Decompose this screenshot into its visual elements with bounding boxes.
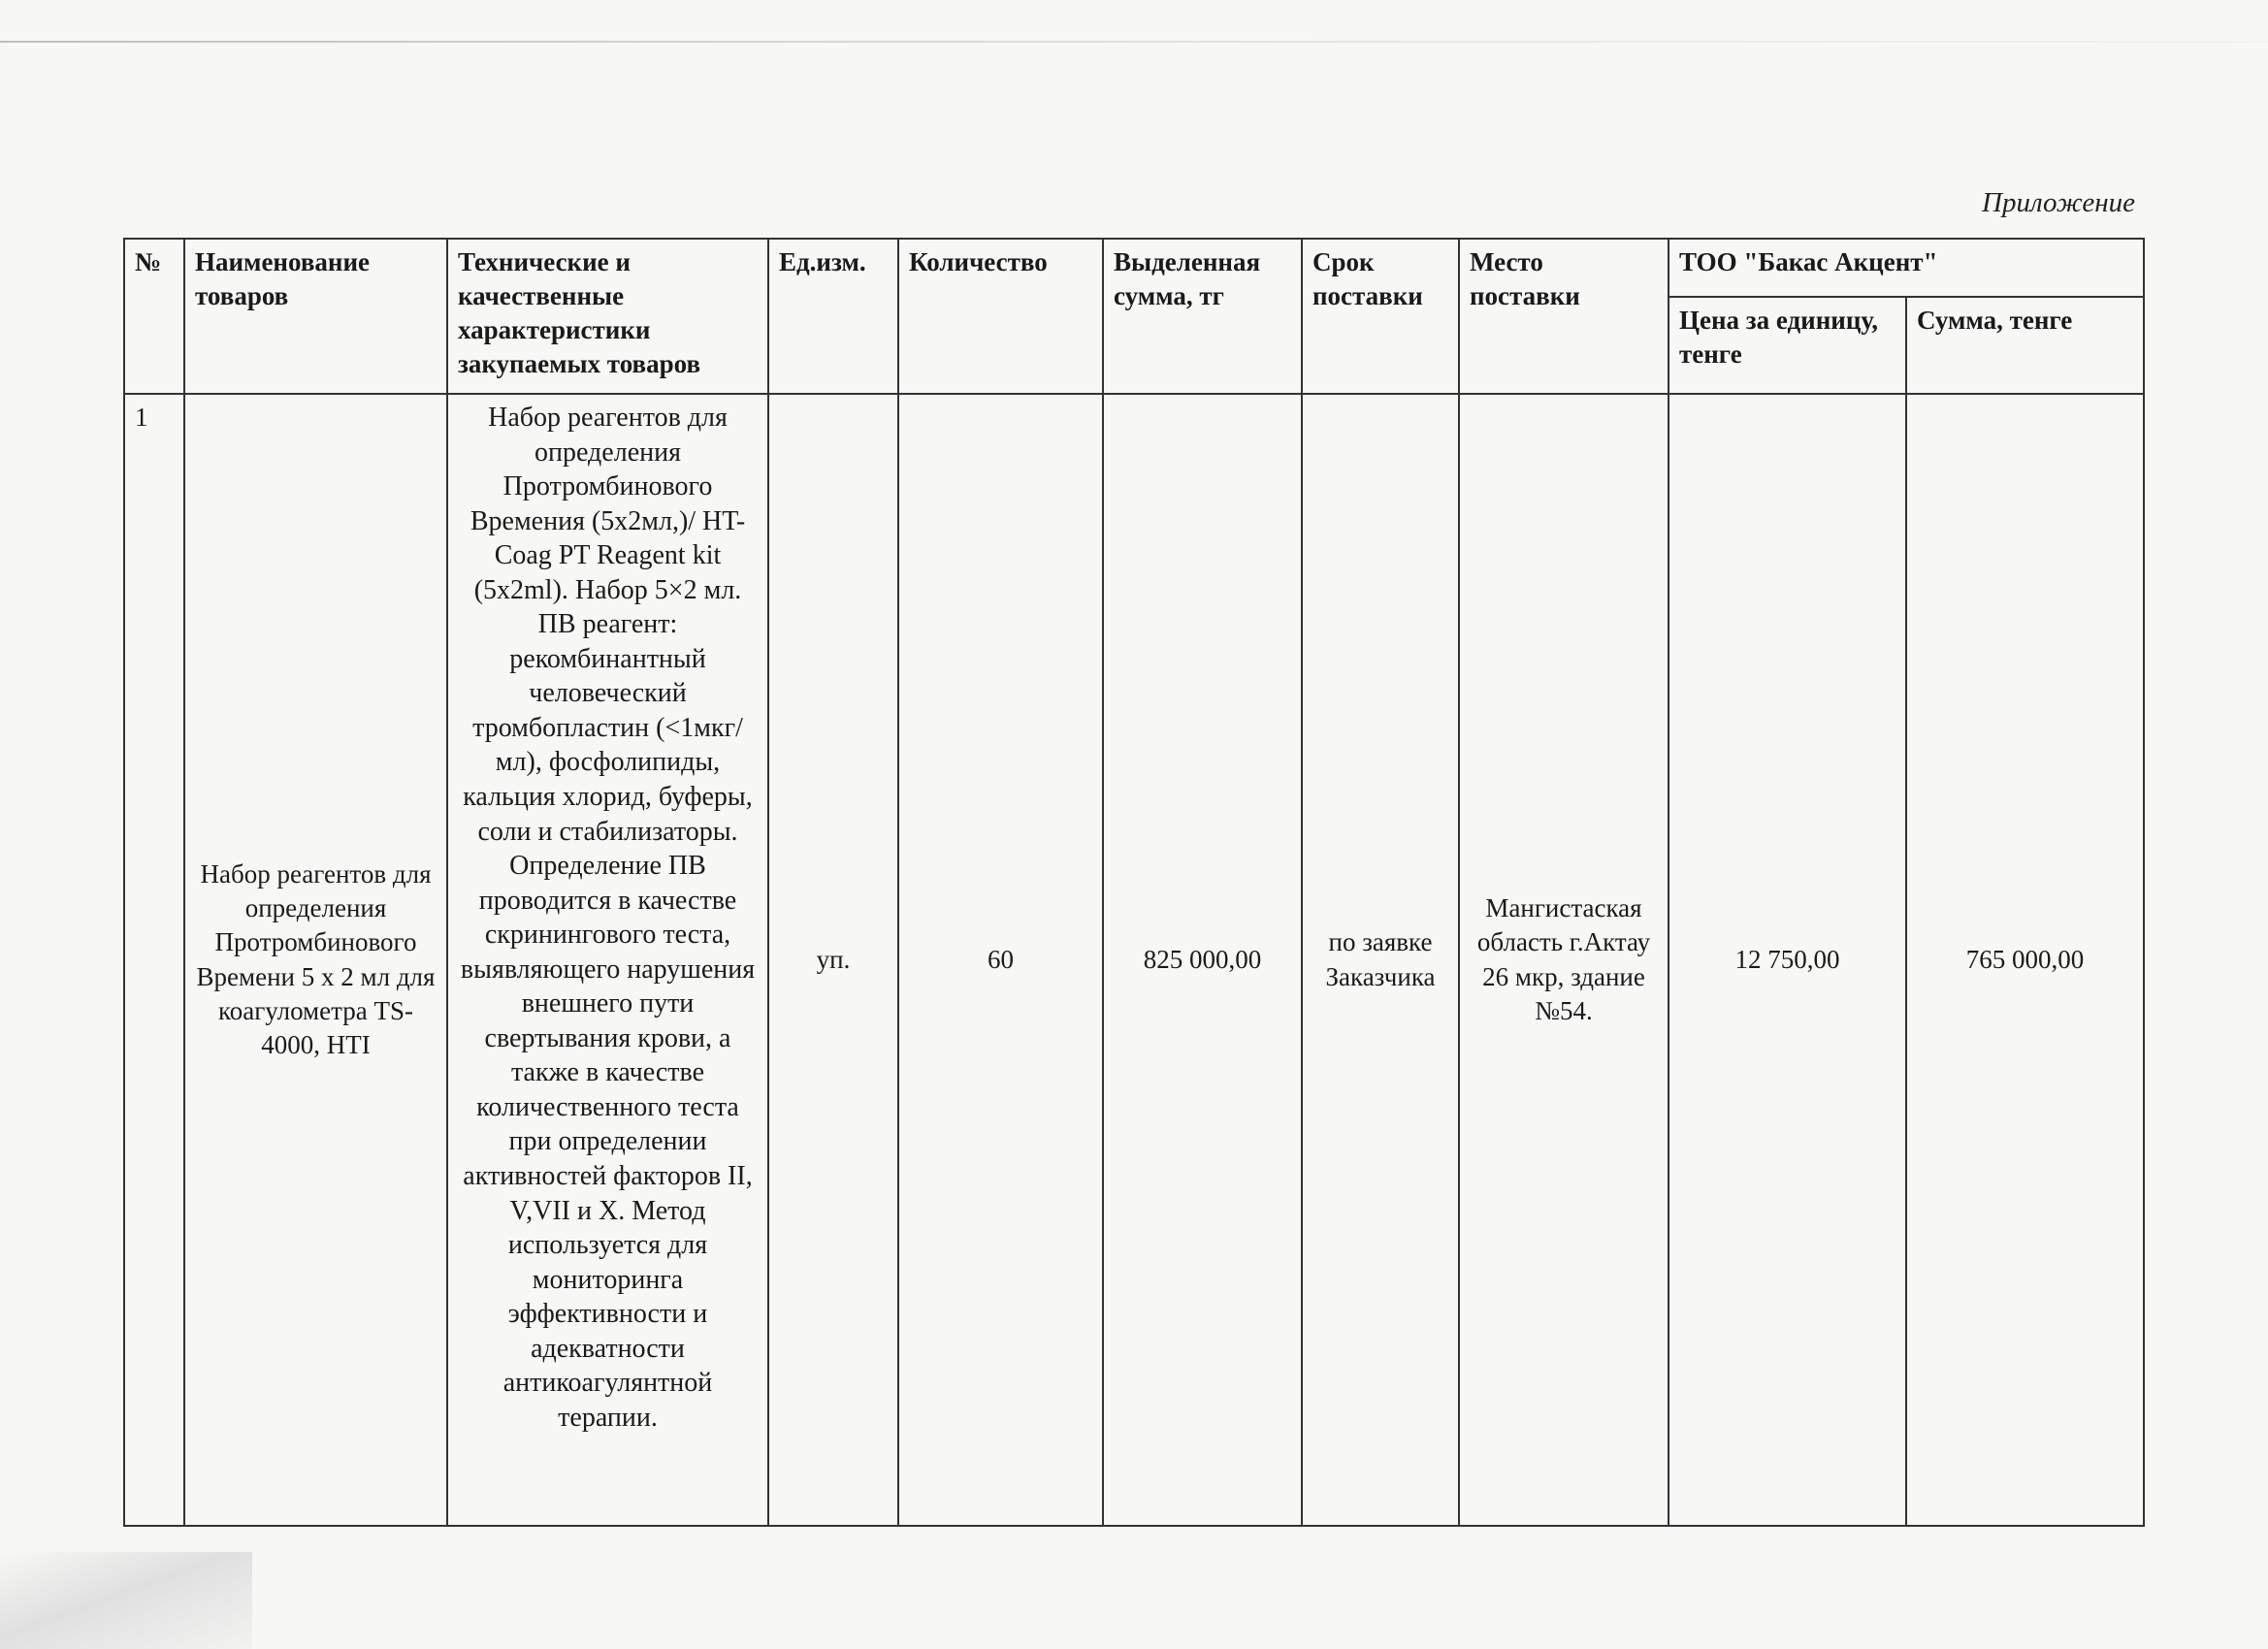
header-delivery-term: Срок поставки: [1302, 239, 1459, 394]
row-delivery-place: Мангистаская область г.Актау 26 мкр, здание №54.: [1459, 394, 1669, 1526]
table-row: [124, 394, 2144, 1526]
procurement-table: [123, 238, 2145, 1527]
header-unit-price: Цена за единицу, тенге: [1669, 297, 1906, 394]
row-total-sum: 765 000,00: [1906, 394, 2144, 1526]
header-number: №: [124, 239, 184, 394]
row-allocated-sum: 825 000,00: [1103, 394, 1302, 1526]
header-allocated-sum: Выделенная сумма, тг: [1103, 239, 1302, 394]
header-quantity: Количество: [898, 239, 1103, 394]
row-quantity: 60: [898, 394, 1103, 1526]
row-specs: Набор реагентов для определения Протромбинового Времения (5х2мл,)/ HT-Coag PT Reagent kit (5x2ml). Набор 5×2 мл. ПВ реагент: рекомбинантный человеческий тромбопластин (<1мкг/мл), фосфолипиды, кальция хлорид, буферы, соли и стабилизаторы. Определение ПВ проводится в качестве скринингового теста, выявляющего нарушения внешнего пути свертывания крови, а также в качестве количественного теста при определении активностей факторов II, V,VII и Х. Метод используется для мониторинга эффективности и адекватности антикоагулянтной терапии.: [447, 394, 768, 1526]
row-number: 1: [124, 394, 184, 1526]
scan-edge: [0, 41, 2268, 43]
scan-shadow: [0, 1552, 252, 1649]
header-specs: Технические и качественные характеристики закупаемых товаров: [447, 239, 768, 394]
header-delivery-place: Место поставки: [1459, 239, 1669, 394]
row-unit-price: 12 750,00: [1669, 394, 1906, 1526]
header-supplier: ТОО "Бакас Акцент": [1669, 239, 2144, 297]
row-delivery-term: по заявке Заказчика: [1302, 394, 1459, 1526]
row-unit: уп.: [768, 394, 898, 1526]
appendix-label: Приложение: [1982, 187, 2135, 218]
header-total-sum: Сумма, тенге: [1906, 297, 2144, 394]
row-product-name: Набор реагентов для определения Протромбинового Времени 5 х 2 мл для коагулометра TS-4000, HTI: [184, 394, 447, 1526]
header-unit: Ед.изм.: [768, 239, 898, 394]
header-name: Наименование товаров: [184, 239, 447, 394]
